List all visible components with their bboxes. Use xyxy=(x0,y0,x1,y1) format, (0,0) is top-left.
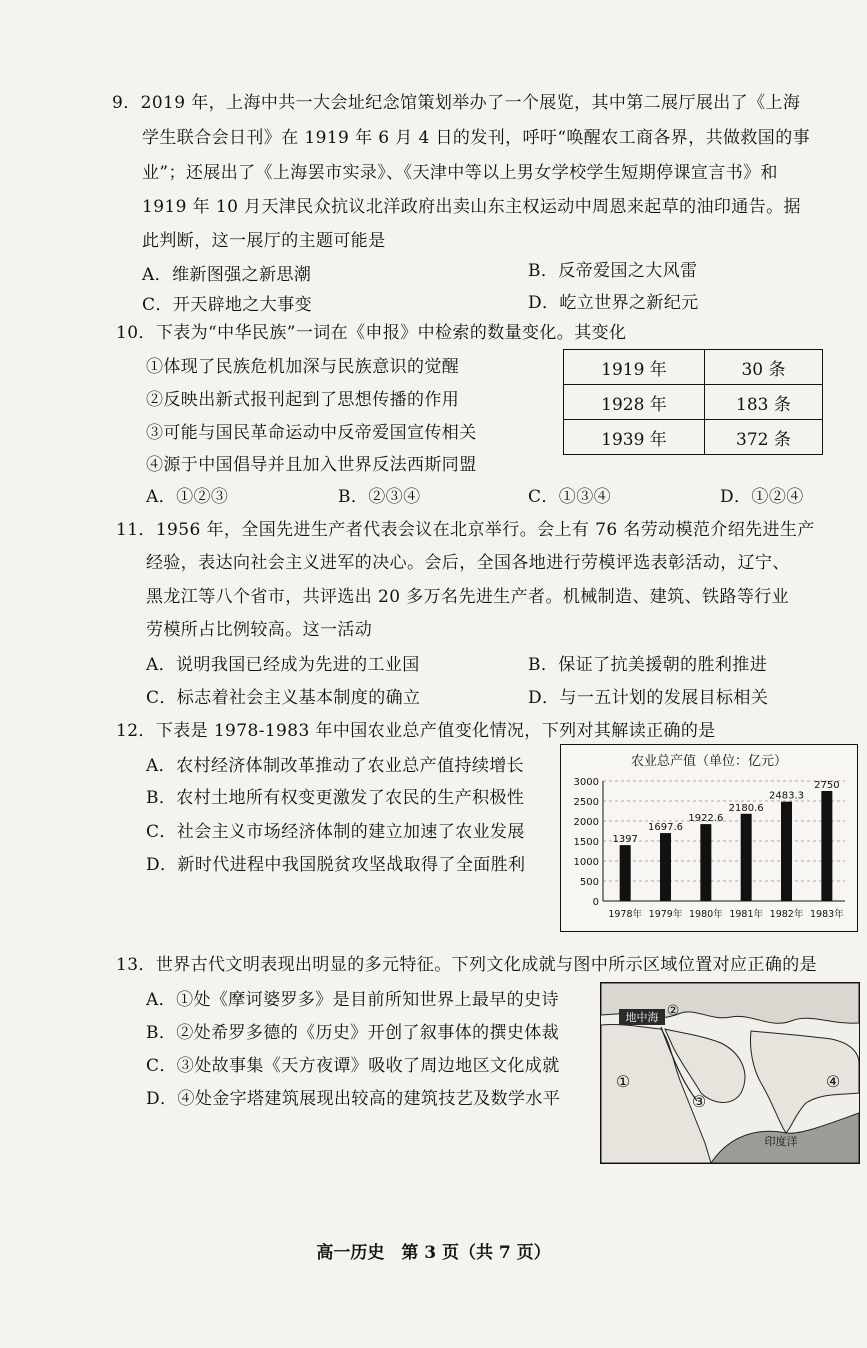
bar xyxy=(700,824,711,901)
q12-option-a: A．农村经济体制改革推动了农业总产值持续增长 xyxy=(146,756,525,776)
table-row xyxy=(564,385,823,420)
x-tick-label: 1980年 xyxy=(689,909,723,920)
q10-table-year: 1919 年 xyxy=(564,350,705,385)
q10-table xyxy=(563,349,823,455)
bar-value-label: 1697.6 xyxy=(648,822,684,834)
bar-value-label: 2483.3 xyxy=(769,790,805,802)
y-tick-label: 2500 xyxy=(573,797,599,808)
q11-option-b: B．保证了抗美援朝的胜利推进 xyxy=(528,655,768,675)
q11-option-a: A．说明我国已经成为先进的工业国 xyxy=(146,655,420,675)
bar xyxy=(781,802,792,901)
q9-line-2: 学生联合会日刊》在 1919 年 6 月 4 日的发刊，呼吁“唤醒农工商各界，共做救国的事 xyxy=(142,128,811,148)
q12-stem: 12．下表是 1978-1983 年中国农业总产值变化情况，下列对其解读正确的是 xyxy=(116,721,716,741)
q12-bar-chart xyxy=(561,745,857,931)
y-tick-label: 2000 xyxy=(573,817,599,828)
q12-option-c: C．社会主义市场经济体制的建立加速了农业发展 xyxy=(146,822,525,842)
table-row xyxy=(564,350,823,385)
bar-value-label: 2750 xyxy=(814,780,840,791)
q10-option-d: D．①②④ xyxy=(720,487,804,507)
bar-value-label: 1922.6 xyxy=(688,813,724,825)
bar xyxy=(821,791,832,901)
x-tick-label: 1978年 xyxy=(608,909,643,920)
x-tick-label: 1983年 xyxy=(810,909,844,920)
q10-table-count: 30 条 xyxy=(704,350,822,385)
q10-item-4: ④源于中国倡导并且加入世界反法西斯同盟 xyxy=(146,455,477,475)
y-tick-label: 1500 xyxy=(573,837,599,848)
q10-table-count: 372 条 xyxy=(704,420,822,455)
x-tick-label: 1982年 xyxy=(769,909,804,920)
q9-line-4: 1919 年 10 月天津民众抗议北洋政府出卖山东主权运动中周恩来起草的油印通告。据 xyxy=(142,197,801,217)
q10-table-count: 183 条 xyxy=(704,385,822,420)
bar-value-label: 2180.6 xyxy=(728,802,764,814)
q10-option-b: B．②③④ xyxy=(338,487,421,507)
q13-stem: 13．世界古代文明表现出明显的多元特征。下列文化成就与图中所示区域位置对应正确的是 xyxy=(116,955,818,975)
q11-line-1: 11．1956 年，全国先进生产者代表会议在北京举行。会上有 76 名劳动模范介绍先进生产 xyxy=(116,520,815,540)
q10-table-year: 1928 年 xyxy=(564,385,705,420)
q11-line-4: 劳模所占比例较高。这一活动 xyxy=(146,620,373,640)
q9-option-b: B．反帝爱国之大风雷 xyxy=(528,261,698,281)
marker-3: ③ xyxy=(691,1092,707,1111)
q12-chart xyxy=(560,744,858,932)
q9-line-3: 业”；还展出了《上海罢市实录》、《天津中等以上男女学校学生短期停课宣言书》和 xyxy=(142,163,778,183)
marker-4: ④ xyxy=(825,1072,841,1091)
ocean-label: 印度洋 xyxy=(764,1135,798,1148)
y-tick-label: 3000 xyxy=(573,777,599,788)
q10-item-1: ①体现了民族危机加深与民族意识的觉醒 xyxy=(146,357,460,377)
q9-option-d: D．屹立世界之新纪元 xyxy=(528,293,699,313)
region-map xyxy=(601,983,859,1163)
bar xyxy=(660,833,671,901)
q13-option-c: C．③处故事集《天方夜谭》吸收了周边地区文化成就 xyxy=(146,1056,560,1076)
page-footer: 高一历史 第 3 页（共 7 页） xyxy=(316,1243,551,1263)
bar-value-label: 1397 xyxy=(612,834,638,846)
bar xyxy=(620,845,631,901)
y-tick-label: 500 xyxy=(579,877,599,888)
q13-option-b: B．②处希罗多德的《历史》开创了叙事体的撰史体裁 xyxy=(146,1023,560,1043)
table-row xyxy=(564,420,823,455)
x-tick-label: 1981年 xyxy=(729,909,764,920)
marker-2: ② xyxy=(666,1003,680,1019)
q11-line-3: 黑龙江等八个省市，共评选出 20 多万名先进生产者。机械制造、建筑、铁路等行业 xyxy=(146,587,790,607)
q12-option-b: B．农村土地所有权变更激发了农民的生产积极性 xyxy=(146,788,525,808)
q11-option-c: C．标志着社会主义基本制度的确立 xyxy=(146,688,421,708)
bar xyxy=(741,814,752,901)
india-landmass xyxy=(750,1031,859,1133)
q10-item-2: ②反映出新式报刊起到了思想传播的作用 xyxy=(146,390,460,410)
q10-table-year: 1939 年 xyxy=(564,420,705,455)
q13-option-a: A．①处《摩诃婆罗多》是目前所知世界上最早的史诗 xyxy=(146,990,559,1010)
q11-line-2: 经验，表达向社会主义进军的决心。会后，全国各地进行劳模评选表彰活动，辽宁、 xyxy=(146,553,790,573)
q11-option-d: D．与一五计划的发展目标相关 xyxy=(528,688,769,708)
q10-option-c: C．①③④ xyxy=(528,487,612,507)
marker-1: ① xyxy=(615,1072,631,1091)
q9-line-5: 此判断，这一展厅的主题可能是 xyxy=(142,231,386,251)
y-tick-label: 0 xyxy=(592,897,599,908)
q12-option-d: D．新时代进程中我国脱贫攻坚战取得了全面胜利 xyxy=(146,855,526,875)
q13-option-d: D．④处金字塔建筑展现出较高的建筑技艺及数学水平 xyxy=(146,1089,561,1109)
chart-title: 农业总产值（单位：亿元） xyxy=(630,754,788,769)
x-tick-label: 1979年 xyxy=(648,909,683,920)
y-tick-label: 1000 xyxy=(573,857,599,868)
q10-option-a: A．①②③ xyxy=(146,487,229,507)
q13-map xyxy=(600,982,860,1164)
q10-stem: 10．下表为“中华民族”一词在《申报》中检索的数量变化。其变化 xyxy=(116,323,627,343)
q10-item-3: ③可能与国民革命运动中反帝爱国宣传相关 xyxy=(146,423,477,443)
q9-option-c: C．开天辟地之大事变 xyxy=(142,295,313,315)
q9-option-a: A．维新图强之新思潮 xyxy=(142,265,312,285)
sea-label: 地中海 xyxy=(625,1011,659,1024)
q9-line-1: 9．2019 年，上海中共一大会址纪念馆策划举办了一个展览，其中第二展厅展出了《上海 xyxy=(112,93,801,113)
